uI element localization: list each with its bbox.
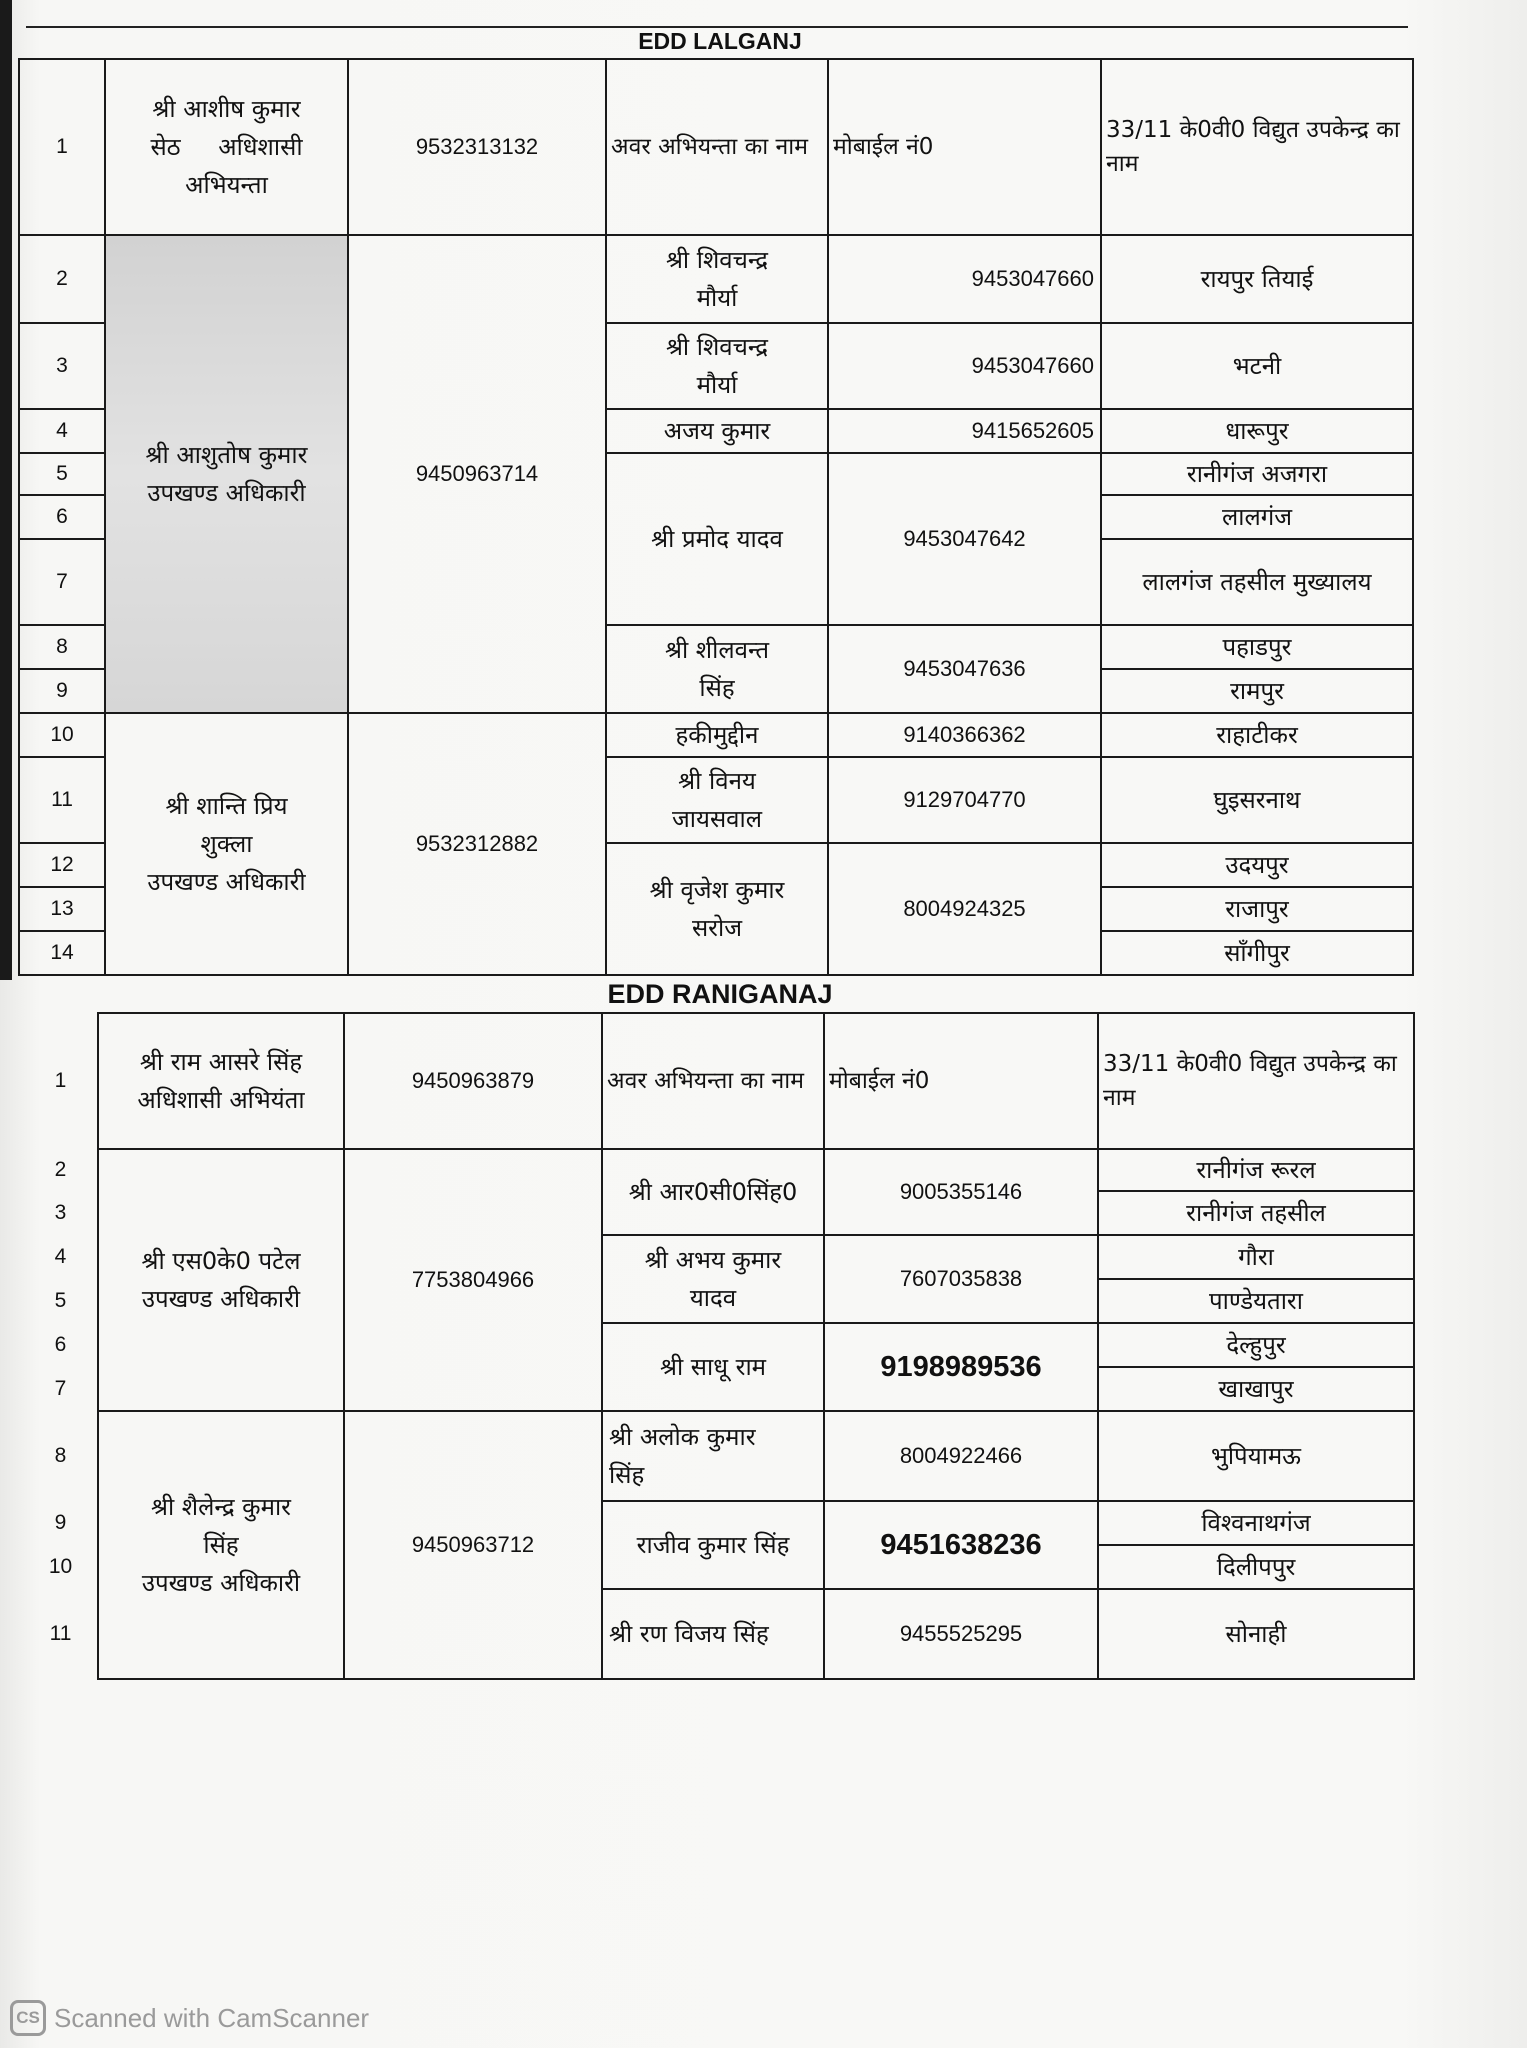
je-phone: 9453047636 xyxy=(828,625,1101,713)
section-title-raniganj: EDD RANIGANAJ xyxy=(607,979,833,1009)
serial-number: 2 xyxy=(30,1149,98,1191)
je-name-line: श्री शिवचन्द्र xyxy=(665,246,769,274)
sdo-phone: 7753804966 xyxy=(344,1149,602,1411)
je-name-line: सरोज xyxy=(691,914,743,942)
je-name-line: श्री शीलवन्त xyxy=(664,636,770,664)
substation-name: रानीगंज रूरल xyxy=(1098,1149,1414,1191)
je-phone: 9005355146 xyxy=(824,1149,1098,1235)
je-name xyxy=(602,1235,824,1323)
je-name xyxy=(606,235,828,323)
watermark-text: Scanned with CamScanner xyxy=(54,2002,370,2033)
je-name: श्री आर0सी0सिंह0 xyxy=(602,1149,824,1235)
sdo-name: श्री आशुतोष कुमार xyxy=(145,441,308,469)
sdo-title: उपखण्ड अधिकारी xyxy=(147,868,306,896)
serial-number: 2 xyxy=(19,235,105,323)
serial-number: 13 xyxy=(19,887,105,931)
substation-name: विश्वनाथगंज xyxy=(1098,1501,1414,1545)
je-phone: 9129704770 xyxy=(828,757,1101,843)
substation-name: देल्हुपुर xyxy=(1098,1323,1414,1367)
serial-number: 3 xyxy=(30,1191,98,1235)
je-phone: 9453047642 xyxy=(828,453,1101,625)
substation-name: खाखापुर xyxy=(1098,1367,1414,1411)
substation-name: भुपियामऊ xyxy=(1098,1411,1414,1501)
executive-phone: 9450963879 xyxy=(344,1013,602,1149)
substation-name: भटनी xyxy=(1101,323,1413,409)
camscanner-watermark xyxy=(10,1998,369,2038)
serial-number: 4 xyxy=(30,1235,98,1279)
substation-header: 33/11 के0वी0 विद्युत उपकेन्द्र का नाम xyxy=(1098,1013,1414,1149)
sdo-title: उपखण्ड अधिकारी xyxy=(141,1569,301,1597)
je-phone: 9415652605 xyxy=(828,409,1101,453)
section-title-lalganj: EDD LALGANJ xyxy=(638,28,802,54)
je-name-line: जायसवाल xyxy=(672,805,762,833)
sdo-patel xyxy=(98,1149,344,1411)
officer-title: अभियन्ता xyxy=(185,171,268,199)
sdo-ashutosh xyxy=(105,235,348,713)
substation-name: गौरा xyxy=(1098,1235,1414,1279)
je-name: श्री साधू राम xyxy=(602,1323,824,1411)
je-name: श्री प्रमोद यादव xyxy=(606,453,828,625)
mobile-header: मोबाईल नं0 xyxy=(828,59,1101,235)
je-name xyxy=(606,843,828,975)
je-name xyxy=(606,323,828,409)
sdo-shailendra xyxy=(98,1411,344,1679)
substation-name: रामपुर xyxy=(1101,669,1413,713)
je-phone: 9453047660 xyxy=(828,235,1101,323)
substation-name: लालगंज xyxy=(1101,495,1413,539)
je-name xyxy=(602,1411,824,1501)
je-phone: 7607035838 xyxy=(824,1235,1098,1323)
substation-name: पहाडपुर xyxy=(1101,625,1413,669)
sdo-name-line: श्री शैलेन्द्र कुमार xyxy=(150,1493,292,1521)
camscanner-logo-icon: CS xyxy=(10,2000,46,2036)
je-phone: 9198989536 xyxy=(824,1323,1098,1411)
officer-name-line: श्री राम आसरे सिंह xyxy=(139,1048,303,1076)
sdo-shanti xyxy=(105,713,348,975)
officer-name-line: सेठ अधिशासी xyxy=(150,133,303,161)
substation-name: राहाटीकर xyxy=(1101,713,1413,757)
je-name xyxy=(606,625,828,713)
table-header-row xyxy=(30,1013,1414,1149)
serial-number: 5 xyxy=(30,1279,98,1323)
serial-number: 1 xyxy=(30,1013,98,1149)
je-name-line: श्री विनय xyxy=(678,767,756,795)
serial-number: 8 xyxy=(30,1411,98,1501)
executive-engineer xyxy=(105,59,348,235)
je-name-header: अवर अभियन्ता का नाम xyxy=(602,1013,824,1149)
substation-name: रायपुर तियाई xyxy=(1101,235,1413,323)
substation-name: उदयपुर xyxy=(1101,843,1413,887)
je-phone: 9455525295 xyxy=(824,1589,1098,1679)
sdo-name-line: श्री शान्ति प्रिय xyxy=(165,792,288,820)
je-name: श्री रण विजय सिंह xyxy=(602,1589,824,1679)
serial-number: 4 xyxy=(19,409,105,453)
je-name-line: मौर्या xyxy=(696,284,738,312)
serial-number: 8 xyxy=(19,625,105,669)
table-header-row xyxy=(19,59,1413,235)
officer-name-line: श्री आशीष कुमार xyxy=(152,95,301,123)
mobile-header: मोबाईल नं0 xyxy=(824,1013,1098,1149)
substation-name: सोनाही xyxy=(1098,1589,1414,1679)
je-name: राजीव कुमार सिंह xyxy=(602,1501,824,1589)
sdo-name: श्री एस0के0 पटेल xyxy=(141,1247,301,1275)
je-phone: 8004922466 xyxy=(824,1411,1098,1501)
je-name xyxy=(606,757,828,843)
serial-number: 1 xyxy=(19,59,105,235)
substation-name: रानीगंज तहसील xyxy=(1098,1191,1414,1235)
je-name-line: श्री शिवचन्द्र xyxy=(665,333,769,361)
sdo-title: उपखण्ड अधिकारी xyxy=(147,479,306,507)
table-row xyxy=(30,1411,1414,1501)
lalganj-table xyxy=(18,58,1414,976)
je-name-line: श्री अभय कुमार xyxy=(644,1246,782,1274)
substation-name: धारूपुर xyxy=(1101,409,1413,453)
sdo-title: उपखण्ड अधिकारी xyxy=(141,1285,301,1313)
serial-number: 6 xyxy=(30,1323,98,1367)
sdo-phone: 9450963712 xyxy=(344,1411,602,1679)
je-phone: 9451638236 xyxy=(824,1501,1098,1589)
serial-number: 14 xyxy=(19,931,105,975)
substation-name: दिलीपपुर xyxy=(1098,1545,1414,1589)
serial-number: 11 xyxy=(19,757,105,843)
je-name-line: मौर्या xyxy=(696,371,738,399)
raniganj-table xyxy=(30,1012,1415,1680)
table-row xyxy=(19,713,1413,757)
substation-name: रानीगंज अजगरा xyxy=(1101,453,1413,495)
serial-number: 10 xyxy=(30,1545,98,1589)
substation-name: साँगीपुर xyxy=(1101,931,1413,975)
sdo-name-line: शुक्ला xyxy=(200,830,253,858)
table-row xyxy=(19,235,1413,323)
substation-header: 33/11 के0वी0 विद्युत उपकेन्द्र का नाम xyxy=(1101,59,1413,235)
substation-name: लालगंज तहसील मुख्यालय xyxy=(1101,539,1413,625)
serial-number: 9 xyxy=(19,669,105,713)
serial-number: 5 xyxy=(19,453,105,495)
officer-title: अधिशासी अभियंता xyxy=(137,1086,305,1114)
je-name-header: अवर अभियन्ता का नाम xyxy=(606,59,828,235)
je-name-line: यादव xyxy=(689,1284,737,1312)
serial-number: 11 xyxy=(30,1589,98,1679)
sdo-phone: 9532312882 xyxy=(348,713,606,975)
table-row xyxy=(30,1149,1414,1191)
sdo-phone: 9450963714 xyxy=(348,235,606,713)
substation-name: घुइसरनाथ xyxy=(1101,757,1413,843)
serial-number: 9 xyxy=(30,1501,98,1545)
je-name: अजय कुमार xyxy=(606,409,828,453)
serial-number: 7 xyxy=(30,1367,98,1411)
substation-name: राजापुर xyxy=(1101,887,1413,931)
serial-number: 3 xyxy=(19,323,105,409)
serial-number: 10 xyxy=(19,713,105,757)
je-name-line: श्री वृजेश कुमार xyxy=(649,876,785,904)
serial-number: 6 xyxy=(19,495,105,539)
serial-number: 12 xyxy=(19,843,105,887)
executive-engineer xyxy=(98,1013,344,1149)
sdo-name-line: सिंह xyxy=(203,1531,239,1559)
serial-number: 7 xyxy=(19,539,105,625)
je-name: हकीमुद्दीन xyxy=(606,713,828,757)
je-phone: 9140366362 xyxy=(828,713,1101,757)
executive-phone: 9532313132 xyxy=(348,59,606,235)
je-name-line: श्री अलोक कुमार xyxy=(609,1423,756,1451)
je-phone: 8004924325 xyxy=(828,843,1101,975)
je-name-line: सिंह xyxy=(699,674,735,702)
je-name-line: सिंह xyxy=(609,1461,645,1489)
substation-name: पाण्डेयतारा xyxy=(1098,1279,1414,1323)
je-phone: 9453047660 xyxy=(828,323,1101,409)
scan-edge-shadow xyxy=(0,0,12,980)
